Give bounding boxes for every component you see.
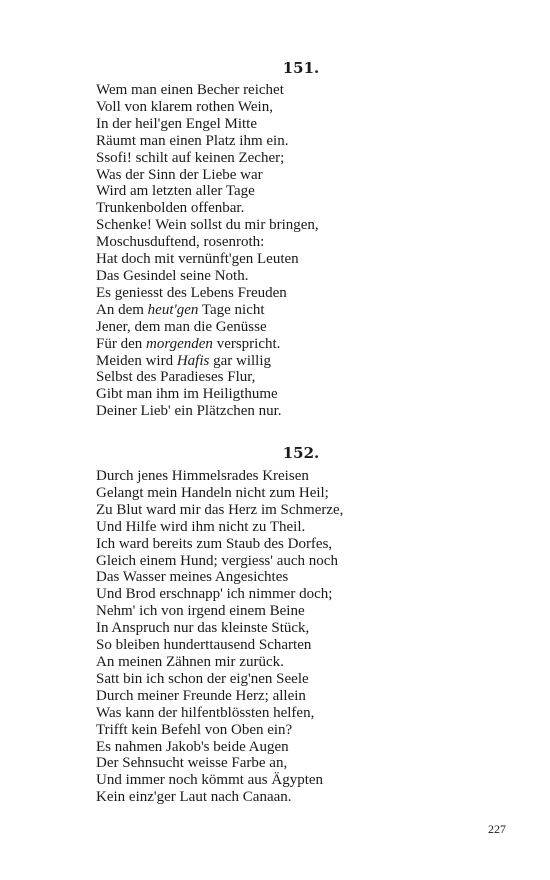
poem-line: Selbst des Paradieses Flur, bbox=[96, 369, 256, 386]
poem-line bbox=[96, 302, 516, 319]
poem-number: 152. bbox=[282, 444, 320, 462]
poem-number: 151. bbox=[282, 59, 320, 77]
poem-line: Das Wasser meines Angesichtes bbox=[96, 569, 289, 586]
poem-line: Und immer noch kömmt aus Ägypten bbox=[96, 772, 324, 789]
line-segment: Für den bbox=[96, 335, 146, 352]
poem-line: Und Hilfe wird ihm nicht zu Theil. bbox=[96, 518, 306, 535]
page-number: 227 bbox=[488, 822, 506, 836]
poem-line: An meinen Zähnen mir zurück. bbox=[96, 653, 284, 670]
poem-line: In der heil'gen Engel Mitte bbox=[96, 115, 257, 132]
poem-text bbox=[96, 82, 516, 420]
poem-line: In Anspruch nur das kleinste Stück, bbox=[96, 620, 310, 637]
poem-line: Wem man einen Becher reichet bbox=[96, 82, 284, 98]
poem-line: Räumt man einen Platz ihm ein. bbox=[96, 132, 289, 149]
poem-line: Was der Sinn der Liebe war bbox=[96, 166, 263, 183]
poem-line: Ich ward bereits zum Staub des Dorfes, bbox=[96, 535, 333, 552]
poem-line: Zu Blut ward mir das Herz im Schmerze, bbox=[96, 501, 344, 518]
poem-line: Hat doch mit vernünft'gen Leuten bbox=[96, 251, 299, 268]
poem-line: Schenke! Wein sollst du mir bringen, bbox=[96, 217, 319, 234]
poem-line: Was kann der hilfentblössten helfen, bbox=[96, 704, 315, 721]
poem-line bbox=[96, 353, 516, 370]
line-segment: verspricht. bbox=[212, 335, 281, 352]
line-segment: Meiden wird bbox=[96, 352, 177, 369]
poem-line: Jener, dem man die Genüsse bbox=[96, 318, 267, 335]
poem-line: Trunkenbolden offenbar. bbox=[96, 200, 245, 217]
poem-line: Und Brod erschnapp' ich nimmer doch; bbox=[96, 586, 333, 603]
emphasized-word: heut'gen bbox=[147, 301, 199, 318]
line-segment: Tage nicht bbox=[198, 301, 265, 318]
poem-line: Moschusduftend, rosenroth: bbox=[96, 234, 265, 251]
poem-line: Durch jenes Himmelsrades Kreisen bbox=[96, 468, 309, 484]
poem-line: Gleich einem Hund; vergiess' auch noch bbox=[96, 552, 338, 569]
poem-line: Durch meiner Freunde Herz; allein bbox=[96, 687, 306, 704]
emphasized-word: Hafis bbox=[176, 352, 210, 369]
poem-line: Deiner Lieb' ein Plätzchen nur. bbox=[96, 403, 282, 420]
line-segment: gar willig bbox=[209, 352, 271, 369]
poem-line: Nehm' ich von irgend einem Beine bbox=[96, 603, 305, 620]
poem-line: Es geniesst des Lebens Freuden bbox=[96, 284, 287, 301]
poem-line: Voll von klarem rothen Wein, bbox=[96, 98, 273, 115]
poem-line: Gelangt mein Handeln nicht zum Heil; bbox=[96, 484, 329, 501]
poem-line: Satt bin ich schon der eig'nen Seele bbox=[96, 670, 309, 687]
poem-line: Gibt man ihm im Heiligthume bbox=[96, 386, 278, 403]
poem-line bbox=[96, 336, 516, 353]
poem-line: Es nahmen Jakob's beide Augen bbox=[96, 738, 289, 755]
poem-line: Der Sehnsucht weisse Farbe an, bbox=[96, 755, 288, 772]
poem-line: Trifft kein Befehl von Oben ein? bbox=[96, 721, 293, 738]
poem-text bbox=[96, 468, 516, 806]
emphasized-word: morgenden bbox=[146, 335, 213, 352]
poem-line: So bleiben hunderttausend Scharten bbox=[96, 637, 312, 654]
line-segment: An dem bbox=[96, 301, 148, 318]
poem-line: Kein einz'ger Laut nach Canaan. bbox=[96, 789, 292, 806]
poem-line: Wird am letzten aller Tage bbox=[96, 183, 255, 200]
poem-line: Das Gesindel seine Noth. bbox=[96, 267, 249, 284]
poem-line: Ssofi! schilt auf keinen Zecher; bbox=[96, 149, 285, 166]
